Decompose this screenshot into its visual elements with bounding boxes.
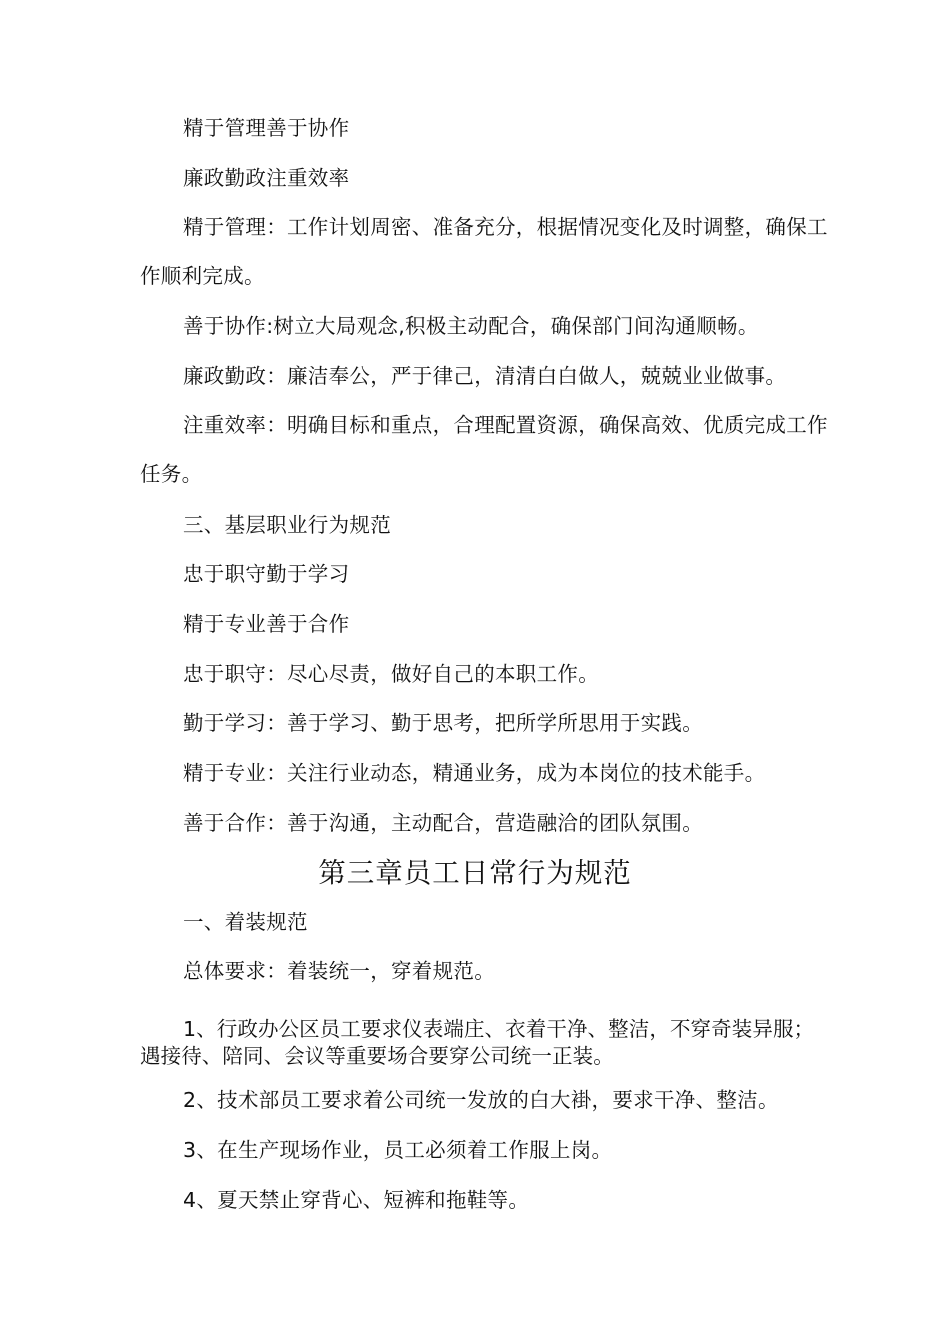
paragraph: 注重效率：明确目标和重点，合理配置资源，确保高效、优质完成工作任务。 xyxy=(140,413,828,486)
paragraph: 精于管理善于协作 xyxy=(183,116,350,140)
section-heading: 一、着装规范 xyxy=(183,910,308,934)
paragraph: 精于专业善于合作 xyxy=(183,612,350,636)
list-item: 4、夏天禁止穿背心、短裤和拖鞋等。 xyxy=(183,1188,530,1212)
list-item: 1、行政办公区员工要求仪表端庄、衣着干净、整洁，不穿奇装异服；遇接待、陪同、会议等重要场合要穿公司统一正装。 xyxy=(140,1017,815,1068)
paragraph: 勤于学习：善于学习、勤于思考，把所学所思用于实践。 xyxy=(183,711,703,735)
paragraph: 精于管理：工作计划周密、准备充分，根据情况变化及时调整，确保工作顺利完成。 xyxy=(140,215,828,288)
chapter-heading: 第三章员工日常行为规范 xyxy=(318,857,632,889)
paragraph: 善于协作:树立大局观念,积极主动配合，确保部门间沟通顺畅。 xyxy=(183,314,759,338)
list-item: 3、在生产现场作业，员工必须着工作服上岗。 xyxy=(183,1138,613,1162)
paragraph: 精于专业：关注行业动态，精通业务，成为本岗位的技术能手。 xyxy=(183,761,766,785)
list-item: 2、技术部员工要求着公司统一发放的白大褂，要求干净、整洁。 xyxy=(183,1088,779,1112)
paragraph: 廉政勤政注重效率 xyxy=(183,166,350,190)
paragraph: 善于合作：善于沟通，主动配合，营造融洽的团队氛围。 xyxy=(183,811,703,835)
paragraph: 廉政勤政：廉洁奉公，严于律己，清清白白做人，兢兢业业做事。 xyxy=(183,364,787,388)
section-heading: 三、基层职业行为规范 xyxy=(183,513,391,537)
paragraph: 忠于职守：尽心尽责，做好自己的本职工作。 xyxy=(183,662,599,686)
paragraph: 总体要求：着装统一，穿着规范。 xyxy=(183,959,495,983)
paragraph: 忠于职守勤于学习 xyxy=(183,562,350,586)
